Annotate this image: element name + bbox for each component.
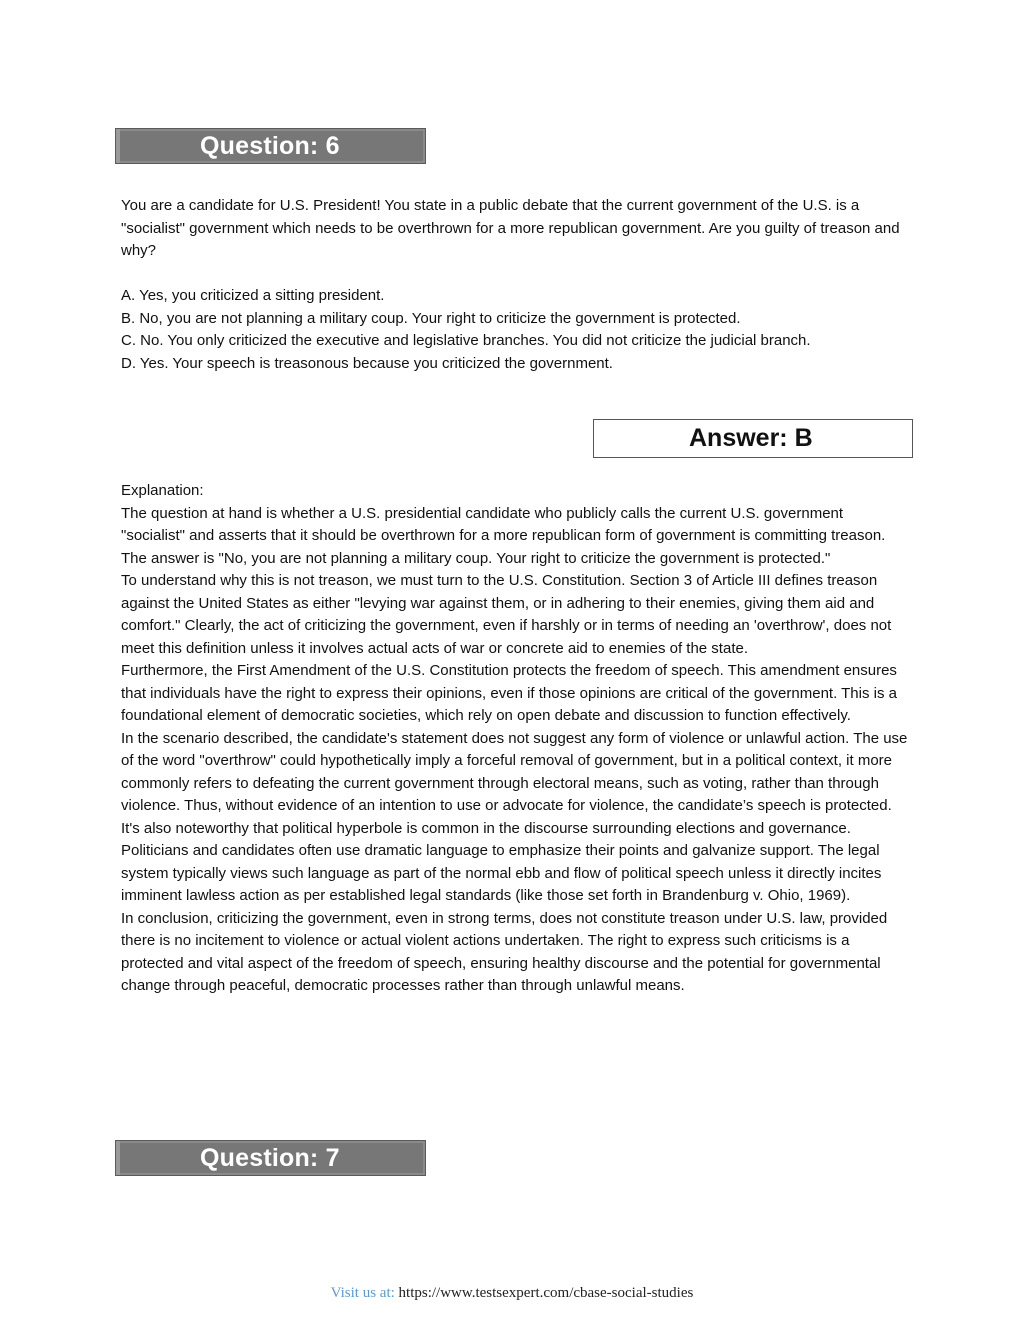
spacer: [121, 263, 911, 286]
question-text: You are a candidate for U.S. President! You state in a public debate that the current government of the U.S. is a "socialist" government which needs to be overthrown for a more republican government. Are you guilty of treason and why?: [121, 197, 900, 259]
question-7-header: [115, 1140, 426, 1176]
question-6-title: Question: 6: [200, 132, 340, 160]
explanation-paragraph: To understand why this is not treason, we must turn to the U.S. Constitution. Section 3 of Article III defines treason against the United States as either "levying war against them, or in adhering to their enemies, giving them aid and comfort." Clearly, the act of criticizing the government, even if harshly or in terms of needing an 'overthrow', does not meet this definition unless it involves actual acts of war or concrete aid to enemies of the state.: [121, 572, 892, 657]
footer-link[interactable]: https://www.testsexpert.com/cbase-social-studies: [398, 1285, 694, 1301]
page-footer: [0, 1285, 1024, 1302]
explanation-section: [121, 480, 911, 998]
option-b: B. No, you are not planning a military coup. Your right to criticize the government is protected.: [121, 309, 741, 327]
explanation-paragraph: It's also noteworthy that political hyperbole is common in the discourse surrounding elections and governance. Politicians and candidates often use dramatic language to emphasize their points and galvanize support. The legal system typically views such language as part of the normal ebb and flow of political speech unless it directly incites imminent lawless action as per established legal standards (like those set forth in Brandenburg v. Ohio, 1969).: [121, 819, 882, 904]
explanation-paragraph: In conclusion, criticizing the government, even in strong terms, does not constitute treason under U.S. law, provided there is no incitement to violence or actual violent actions undertaken. The right to express such criticisms is a protected and vital aspect of the freedom of speech, ensuring healthy discourse and the potential for governmental change through peaceful, democratic processes rather than through unlawful means.: [121, 909, 888, 994]
answer-box: [593, 419, 913, 458]
explanation-heading: Explanation:: [121, 482, 204, 499]
explanation-paragraph: The question at hand is whether a U.S. presidential candidate who publicly calls the current U.S. government "socialist" and asserts that it should be overthrown for a more republican form of government is committing treason. The answer is "No, you are not planning a military coup. Your right to criticize the government is protected.": [121, 504, 886, 567]
option-c: C. No. You only criticized the executive and legislative branches. You did not criticize the judicial branch.: [121, 332, 811, 349]
explanation-paragraph: Furthermore, the First Amendment of the U.S. Constitution protects the freedom of speech. This amendment ensures that individuals have the right to express their opinions, even if those opinions are critical of the government. This is a foundational element of democratic societies, which rely on open debate and discussion to function effectively.: [121, 662, 897, 724]
option-a: A. Yes, you criticized a sitting president.: [121, 287, 385, 304]
question-6-header: [115, 128, 426, 164]
explanation-paragraph: In the scenario described, the candidate's statement does not suggest any form of violence or unlawful action. The use of the word "overthrow" could hypothetically imply a forceful removal of government, but in a political context, it more commonly refers to defeating the current government through electoral means, such as voting, rather than through violence. Thus, without evidence of an intention to use or advocate for violence, the candidate’s speech is protected.: [121, 729, 908, 814]
footer-label: Visit us at:: [330, 1285, 399, 1301]
question-7-title: Question: 7: [200, 1144, 340, 1172]
option-d: D. Yes. Your speech is treasonous because you criticized the government.: [121, 354, 613, 372]
answer-label: Answer: B: [689, 424, 813, 452]
question-body: [121, 195, 911, 375]
